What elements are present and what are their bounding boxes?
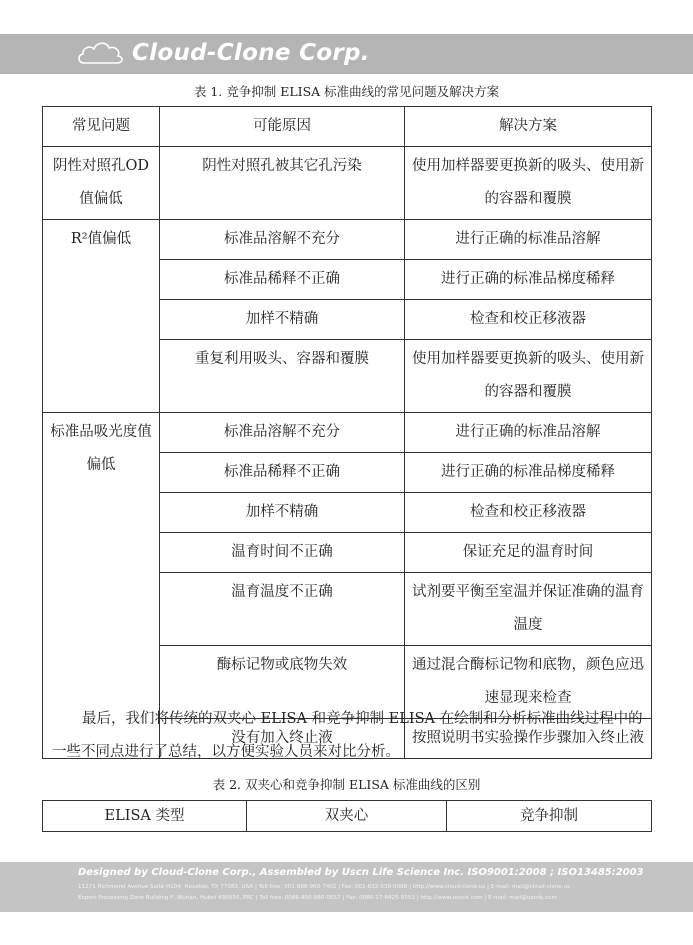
problem-cell: R²值偏低 (43, 220, 160, 413)
header-solution: 解决方案 (405, 107, 652, 147)
cause-cell: 重复利用吸头、容器和覆膜 (160, 340, 405, 413)
cause-cell: 标准品稀释不正确 (160, 453, 405, 493)
header-problem: 常见问题 (43, 107, 160, 147)
header-elisa-type: ELISA 类型 (43, 801, 247, 832)
problem-cell: 阴性对照孔OD 值偏低 (43, 147, 160, 220)
table-row (43, 220, 652, 260)
solution-cell: 保证充足的温育时间 (405, 533, 652, 573)
footer-address-prc: Export Processing Zone Building F, Wuhan, Hubei 430056, PRC | Toll free: 0086-400-880-0557 | Fax: 0086-27-8425-9551 | http://www.uscnk.com | E-mail: mail@uscnk.com (78, 895, 557, 901)
footer-address-usa: 11271 Richmond Avenue Suite H104, Houston, TX 77082, USA | Toll free: 001-888-960-7402 | Fax: 001-832-538-0088 | http://www.cloud-clone.us | E-mail: mail@cloud-clone.us (78, 884, 570, 890)
paragraph-text: 最后，我们将传统的双夹心 ELISA 和竞争抑制 ELISA 在绘制和分析标准曲线过程中的一些不同点进行了总结，以方便实验人员来对比分析。 (52, 711, 643, 760)
problems-table (42, 106, 652, 759)
cause-cell: 标准品溶解不充分 (160, 220, 405, 260)
header-competitive: 竞争抑制 (447, 801, 652, 832)
cause-cell: 加样不精确 (160, 300, 405, 340)
table-header-row (43, 107, 652, 147)
table1-caption: 表 1. 竞争抑制 ELISA 标准曲线的常见问题及解决方案 (193, 84, 500, 99)
cause-cell: 加样不精确 (160, 493, 405, 533)
solution-cell: 通过混合酶标记物和底物，颜色应迅速显现来检查 (405, 646, 652, 719)
problem-cell: 标准品吸光度值偏低 (43, 413, 160, 759)
solution-cell: 使用加样器要更换新的吸头、使用新的容器和覆膜 (405, 340, 652, 413)
cloud-logo-icon (76, 39, 126, 67)
solution-cell: 检查和校正移液器 (405, 300, 652, 340)
solution-cell: 检查和校正移液器 (405, 493, 652, 533)
cause-cell: 温育温度不正确 (160, 573, 405, 646)
footer-band (0, 862, 693, 912)
table-row (43, 147, 652, 220)
company-name: Cloud-Clone Corp. (132, 40, 370, 66)
table2-caption: 表 2. 双夹心和竞争抑制 ELISA 标准曲线的区别 (212, 777, 481, 792)
comparison-table (42, 800, 652, 832)
solution-cell: 进行正确的标准品溶解 (405, 220, 652, 260)
cause-cell: 没有加入终止液 (160, 719, 405, 759)
solution-cell: 进行正确的标准品梯度稀释 (405, 453, 652, 493)
table-header-row (43, 801, 652, 832)
cause-cell: 温育时间不正确 (160, 533, 405, 573)
company-logo (76, 37, 370, 69)
table-row (43, 413, 652, 453)
cause-cell: 酶标记物或底物失效 (160, 646, 405, 719)
solution-cell: 试剂要平衡至室温并保证准确的温育温度 (405, 573, 652, 646)
header-cause: 可能原因 (160, 107, 405, 147)
cause-cell: 阴性对照孔被其它孔污染 (160, 147, 405, 220)
solution-cell: 使用加样器要更换新的吸头、使用新的容器和覆膜 (405, 147, 652, 220)
solution-cell: 进行正确的标准品溶解 (405, 413, 652, 453)
header-sandwich: 双夹心 (247, 801, 447, 832)
cause-cell: 标准品稀释不正确 (160, 260, 405, 300)
solution-cell: 进行正确的标准品梯度稀释 (405, 260, 652, 300)
cause-cell: 标准品溶解不充分 (160, 413, 405, 453)
summary-paragraph (52, 703, 652, 769)
solution-cell: 按照说明书实验操作步骤加入终止液 (405, 719, 652, 759)
footer-designed-by: Designed by Cloud-Clone Corp., Assembled by Uscn Life Science Inc. ISO9001:2008 ; ISO13485:2003 (78, 867, 644, 878)
